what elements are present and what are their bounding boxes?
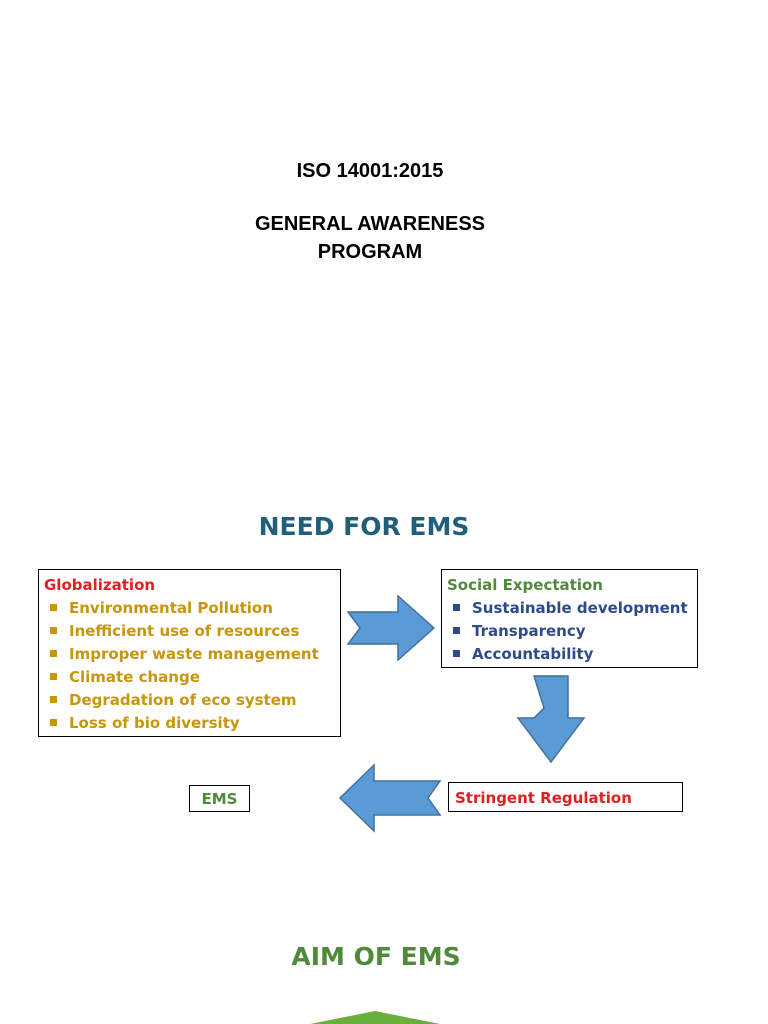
ems-label: EMS: [201, 790, 238, 808]
title-line-program: PROGRAM: [317, 241, 423, 263]
globalization-box: [38, 569, 341, 737]
social-expectation-box: [441, 569, 698, 668]
arrow-down-icon: [516, 674, 586, 764]
arrow-left-icon: [338, 763, 442, 833]
slide-title: [0, 158, 740, 266]
need-for-ems-heading: NEED FOR EMS: [258, 512, 470, 541]
triangle-shape: [300, 1010, 450, 1024]
title-line-iso: ISO 14001:2015: [296, 160, 444, 182]
arrow-right-icon: [346, 594, 436, 662]
list-item: Sustainable development: [447, 597, 697, 620]
stringent-regulation-box: [448, 782, 683, 812]
ems-box: [189, 785, 250, 812]
list-item: Improper waste management: [44, 643, 340, 666]
globalization-list: [44, 597, 340, 735]
list-item: Transparency: [447, 620, 697, 643]
stringent-regulation-label: Stringent Regulation: [455, 789, 632, 807]
list-item: Accountability: [447, 643, 697, 666]
aim-of-ems-heading: AIM OF EMS: [291, 942, 461, 971]
social-expectation-title: Social Expectation: [447, 576, 603, 594]
social-expectation-list: [447, 597, 697, 666]
list-item: Environmental Pollution: [44, 597, 340, 620]
list-item: Climate change: [44, 666, 340, 689]
globalization-title: Globalization: [44, 576, 156, 594]
list-item: Inefficient use of resources: [44, 620, 340, 643]
list-item: Degradation of eco system: [44, 689, 340, 712]
title-line-general-awareness: GENERAL AWARENESS: [254, 213, 486, 235]
list-item: Loss of bio diversity: [44, 712, 340, 735]
